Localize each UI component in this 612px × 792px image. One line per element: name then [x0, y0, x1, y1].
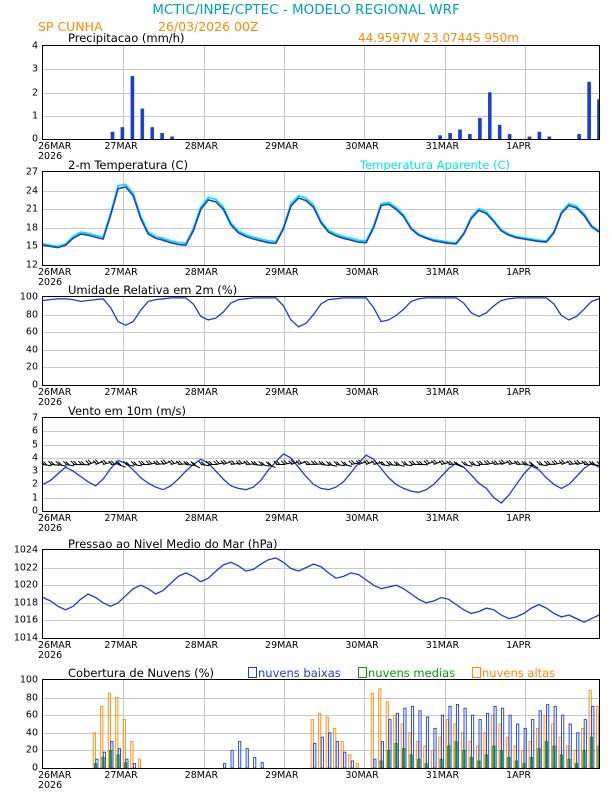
x-tick-label: 30MAR [345, 387, 379, 398]
x-tick-label: 31MAR [425, 141, 460, 152]
x-tick-label: 29MAR [265, 640, 299, 651]
y-tick-label: 100 [19, 674, 38, 686]
y-tick-label: 20 [25, 361, 38, 373]
y-tick-label: 15 [25, 240, 38, 252]
panel-grid [43, 297, 599, 385]
x-tick-label: 1APR [506, 770, 531, 781]
x-tick-label: 28MAR [184, 770, 219, 781]
x-tick-label: 27MAR [104, 770, 138, 781]
y-tick-label: 2 [31, 87, 38, 98]
x-tick-label: 27MAR [104, 141, 138, 152]
legend-nuvens-altas [472, 666, 555, 680]
legend-nuvens-medias [358, 666, 455, 680]
panel-title-clouds: Cobertura de Nuvens (%) [68, 666, 215, 680]
x-axis-year: 2026 [38, 523, 63, 534]
x-tick-label: 29MAR [265, 141, 299, 152]
y-tick-label: 4 [31, 40, 38, 52]
panel-precipitation [42, 45, 600, 140]
x-tick-label: 31MAR [425, 387, 460, 398]
legend-swatch-icon [472, 667, 481, 678]
y-tick-label: 2 [31, 478, 38, 490]
coordinates-label: 44.9597W 23.0744S 950m [358, 31, 519, 45]
run-date-label: 26/03/2026 00Z [158, 19, 259, 34]
legend-swatch-icon [248, 667, 257, 678]
station-label: SP CUNHA [38, 19, 103, 34]
y-tick-label: 18 [25, 222, 38, 234]
x-tick-label: 28MAR [184, 267, 219, 278]
x-tick-label: 29MAR [265, 267, 299, 278]
x-tick-label: 1APR [506, 640, 531, 651]
panel-temperature [42, 171, 600, 266]
x-axis-year: 2026 [38, 397, 63, 408]
x-tick-label: 30MAR [345, 513, 379, 524]
x-axis-year: 2026 [38, 277, 63, 288]
y-tick-label: 6 [31, 425, 38, 437]
x-tick-label: 28MAR [184, 387, 219, 398]
panel-title-wind: Vento em 10m (m/s) [68, 404, 187, 418]
panel-grid [43, 46, 599, 139]
x-tick-label: 29MAR [265, 387, 299, 398]
y-tick-label: 0 [31, 133, 38, 145]
y-tick-label: 60 [25, 326, 38, 338]
panel-clouds [42, 679, 600, 769]
x-tick-label: 27MAR [104, 640, 138, 651]
panel-title-precipitation: Precipitacao (mm/h) [68, 31, 185, 45]
x-tick-label: 30MAR [345, 640, 379, 651]
y-tick-label: 3 [31, 465, 38, 477]
x-tick-label: 1APR [506, 387, 531, 398]
y-tick-label: 1018 [13, 597, 38, 609]
y-tick-label: 12 [25, 259, 38, 271]
y-tick-label: 1 [31, 110, 38, 122]
panel-grid [43, 680, 599, 768]
y-tick-label: 0 [31, 505, 38, 517]
y-tick-label: 1016 [13, 614, 38, 626]
x-tick-label: 27MAR [104, 267, 138, 278]
x-tick-label: 28MAR [184, 513, 219, 524]
y-tick-label: 100 [19, 291, 38, 303]
legend-label: nuvens baixas [258, 666, 341, 680]
panel-pressure [42, 549, 600, 639]
x-tick-label: 26MAR [38, 513, 72, 524]
x-tick-label: 28MAR [184, 640, 219, 651]
x-axis-year: 2026 [38, 151, 63, 162]
x-tick-label: 26MAR [38, 141, 72, 152]
x-tick-label: 30MAR [345, 770, 379, 781]
y-tick-label: 20 [25, 744, 38, 756]
y-tick-label: 27 [25, 166, 38, 178]
y-tick-label: 1020 [13, 579, 38, 591]
y-tick-label: 80 [25, 692, 38, 704]
y-tick-label: 60 [25, 709, 38, 721]
panel-title-apparent-temperature: Temperatura Aparente (C) [360, 158, 511, 172]
x-tick-label: 26MAR [38, 267, 72, 278]
x-tick-label: 29MAR [265, 513, 299, 524]
y-tick-label: 1022 [13, 562, 38, 574]
y-tick-label: 4 [31, 452, 38, 464]
x-tick-label: 1APR [506, 141, 531, 152]
x-tick-label: 27MAR [104, 513, 138, 524]
x-tick-label: 31MAR [425, 770, 460, 781]
x-tick-label: 26MAR [38, 770, 72, 781]
y-tick-label: 3 [31, 63, 38, 75]
legend-nuvens-baixas [248, 666, 341, 680]
x-axis-year: 2026 [38, 780, 63, 791]
x-tick-label: 31MAR [425, 267, 460, 278]
y-tick-label: 1 [31, 492, 38, 504]
y-tick-label: 40 [25, 344, 38, 356]
x-axis-year: 2026 [38, 650, 63, 661]
panel-grid [43, 172, 599, 265]
y-tick-label: 0 [31, 379, 38, 391]
legend-label: nuvens altas [482, 666, 556, 680]
x-tick-label: 30MAR [345, 267, 379, 278]
legend-swatch-icon [358, 667, 367, 678]
y-tick-label: 24 [25, 185, 38, 197]
x-tick-label: 1APR [506, 267, 531, 278]
panel-grid [43, 550, 599, 638]
x-tick-label: 27MAR [104, 387, 138, 398]
x-tick-label: 26MAR [38, 640, 72, 651]
panel-title-pressure: Pressao ao Nivel Medio do Mar (hPa) [68, 537, 278, 551]
panel-title-temperature: 2-m Temperatura (C) [68, 158, 189, 172]
x-tick-label: 30MAR [345, 141, 379, 152]
y-tick-label: 0 [31, 762, 38, 774]
panel-wind [42, 417, 600, 512]
x-tick-label: 1APR [506, 513, 531, 524]
x-tick-label: 28MAR [184, 141, 219, 152]
y-tick-label: 5 [31, 439, 38, 451]
y-tick-label: 40 [25, 727, 38, 739]
y-tick-label: 1024 [13, 544, 38, 556]
y-tick-label: 21 [25, 203, 38, 215]
x-tick-label: 26MAR [38, 387, 72, 398]
x-tick-label: 29MAR [265, 770, 299, 781]
panel-grid [43, 418, 599, 511]
panel-title-humidity: Umidade Relativa em 2m (%) [68, 283, 238, 297]
x-tick-label: 31MAR [425, 513, 460, 524]
y-tick-label: 1014 [13, 632, 38, 644]
y-tick-label: 7 [31, 412, 38, 424]
panel-humidity [42, 296, 600, 386]
x-tick-label: 31MAR [425, 640, 460, 651]
y-tick-label: 80 [25, 309, 38, 321]
page-title: MCTIC/INPE/CPTEC - MODELO REGIONAL WRF [152, 2, 460, 18]
legend-label: nuvens medias [368, 666, 456, 680]
